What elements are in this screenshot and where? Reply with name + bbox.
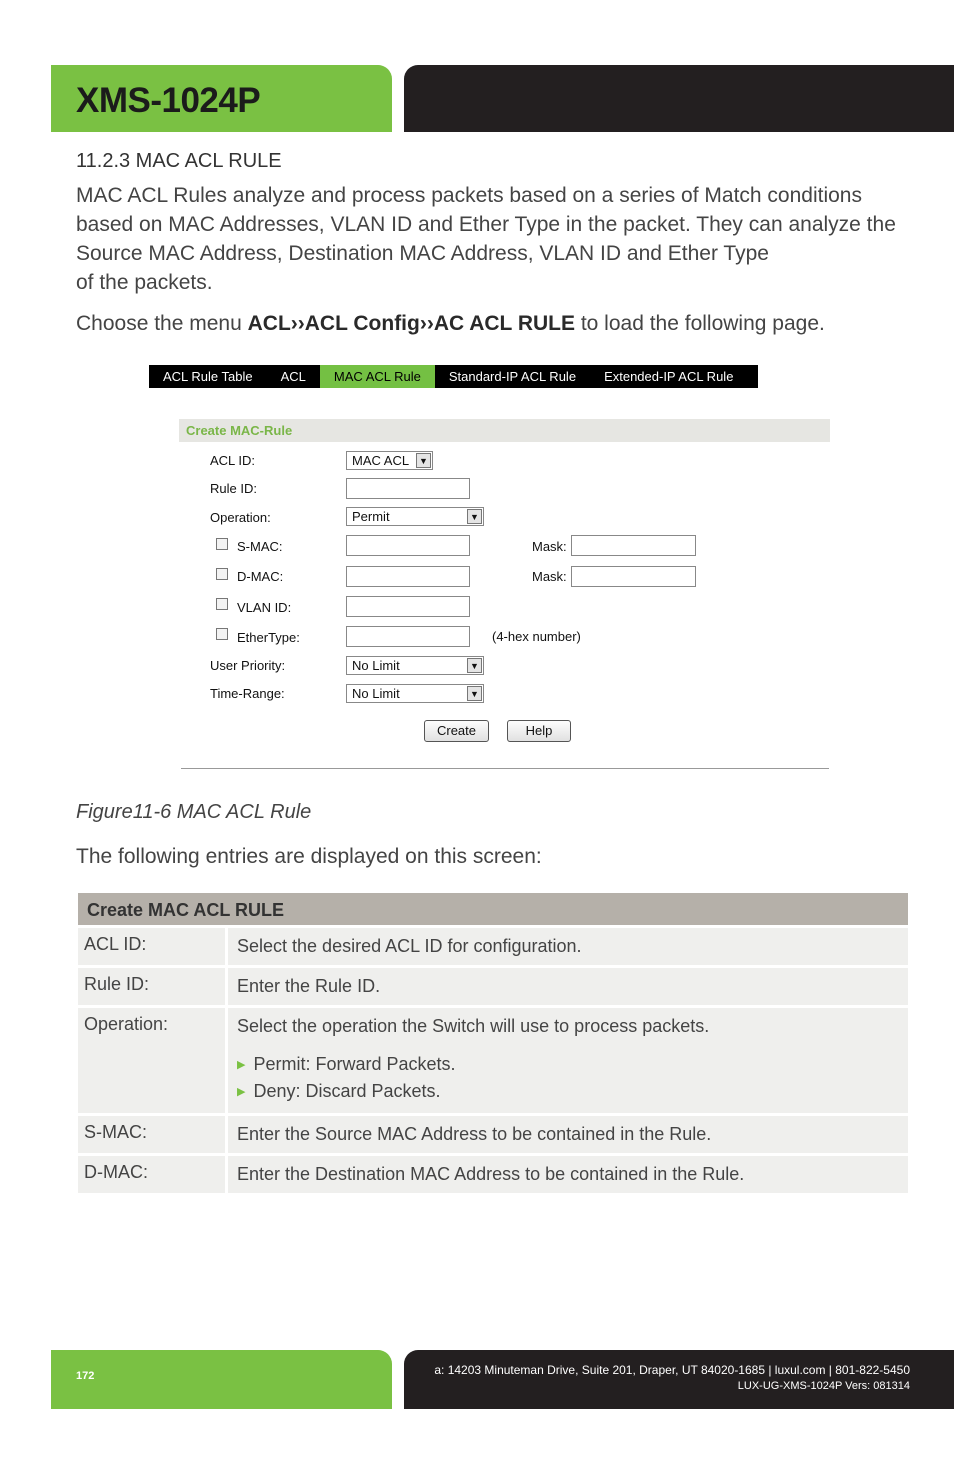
field-name: ACL ID: [78, 928, 225, 965]
user-priority-value: No Limit [352, 658, 400, 673]
product-title: XMS-1024P [76, 81, 261, 120]
acl-tab-bar [149, 365, 758, 388]
smac-checkbox[interactable] [216, 538, 228, 550]
field-description: Enter the Source MAC Address to be contained in the Rule. [228, 1116, 908, 1153]
field-description: Select the desired ACL ID for configuration. [228, 928, 908, 965]
footer-doc-id: LUX-UG-XMS-1024P Vers: 081314 [737, 1380, 910, 1392]
bullet-triangle-icon: ▶ [237, 1059, 246, 1071]
time-range-select[interactable] [346, 684, 484, 703]
field-description: Select the operation the Switch will use to process packets. [237, 1016, 710, 1036]
ethertype-label: EtherType: [237, 630, 300, 645]
dmac-mask-label: Mask: [532, 569, 567, 584]
page-number: 172 [76, 1370, 95, 1382]
tab-acl-rule-table[interactable]: ACL Rule Table [163, 369, 253, 384]
table-header: Create MAC ACL RULE [78, 893, 908, 925]
menu-path: ACL››ACL Config››AC ACL RULE [247, 312, 575, 335]
table-row [78, 1008, 908, 1113]
section-heading: 11.2.3 MAC ACL RULE [76, 150, 282, 172]
field-name: S-MAC: [78, 1116, 225, 1153]
intro-line: based on MAC Addresses, VLAN ID and Ether Type in the packet. They can analyze the [76, 213, 896, 236]
acl-id-select[interactable] [346, 451, 433, 470]
intro-line: of the packets. [76, 271, 213, 294]
figure-divider [181, 768, 829, 769]
dmac-input[interactable] [346, 566, 470, 587]
bullet-list [237, 1051, 899, 1105]
bullet-text: Permit: Forward Packets. [253, 1054, 456, 1074]
rule-id-label: Rule ID: [210, 481, 257, 496]
acl-id-value: MAC ACL [352, 453, 410, 468]
table-row [78, 1116, 908, 1153]
dropdown-arrow-icon: ▼ [467, 686, 482, 701]
field-name: Rule ID: [78, 968, 225, 1005]
dmac-label: D-MAC: [237, 569, 284, 584]
smac-mask-input[interactable] [571, 535, 696, 556]
bullet-text: Deny: Discard Packets. [253, 1081, 441, 1101]
field-description: Enter the Rule ID. [228, 968, 908, 1005]
field-description: Enter the Destination MAC Address to be contained in the Rule. [228, 1156, 908, 1193]
smac-label: S-MAC: [237, 539, 283, 554]
menu-instruction-suffix: to load the following page. [575, 312, 825, 335]
figure-caption: Figure11-6 MAC ACL Rule [76, 801, 312, 823]
smac-mask-label: Mask: [532, 539, 567, 554]
tab-standard-ip-acl-rule[interactable]: Standard-IP ACL Rule [448, 369, 577, 384]
dmac-mask-input[interactable] [571, 566, 696, 587]
dropdown-arrow-icon: ▼ [467, 658, 482, 673]
vlan-input[interactable] [346, 596, 470, 617]
operation-label: Operation: [210, 510, 271, 525]
dmac-checkbox[interactable] [216, 568, 228, 580]
help-button[interactable]: Help [507, 720, 571, 742]
time-range-value: No Limit [352, 686, 400, 701]
operation-value: Permit [352, 509, 390, 524]
intro-paragraph [76, 181, 906, 297]
description-table [78, 893, 908, 1193]
rule-id-input[interactable] [346, 478, 470, 499]
field-description-cell [228, 1008, 908, 1113]
user-priority-select[interactable] [346, 656, 484, 675]
intro-line: MAC ACL Rules analyze and process packets based on a series of Match conditions [76, 184, 862, 207]
header-title-bar [51, 65, 392, 132]
table-row [78, 968, 908, 1005]
form-title-bar [179, 419, 830, 442]
bullet-item [237, 1078, 899, 1105]
vlan-checkbox[interactable] [216, 598, 228, 610]
footer-page-bar [51, 1350, 392, 1409]
menu-instruction [76, 312, 825, 336]
ethertype-input[interactable] [346, 626, 470, 647]
form-title: Create MAC-Rule [186, 423, 293, 438]
create-button[interactable]: Create [424, 720, 489, 742]
entries-intro: The following entries are displayed on this screen: [76, 845, 542, 868]
ethertype-checkbox[interactable] [216, 628, 228, 640]
tab-acl[interactable]: ACL [280, 369, 306, 384]
vlan-label: VLAN ID: [237, 600, 292, 615]
footer-info-bar [404, 1350, 954, 1409]
dropdown-arrow-icon: ▼ [416, 453, 431, 468]
smac-input[interactable] [346, 535, 470, 556]
intro-line: Source MAC Address, Destination MAC Address, VLAN ID and Ether Type [76, 242, 769, 265]
user-priority-label: User Priority: [210, 658, 286, 673]
field-name: Operation: [78, 1008, 225, 1113]
tab-mac-acl-rule[interactable]: MAC ACL Rule [320, 365, 435, 388]
tab-extended-ip-acl-rule[interactable]: Extended-IP ACL Rule [604, 369, 734, 384]
dropdown-arrow-icon: ▼ [467, 509, 482, 524]
menu-instruction-prefix: Choose the menu [76, 312, 248, 335]
footer-address: a: 14203 Minuteman Drive, Suite 201, Draper, UT 84020-1685 | luxul.com | 801-822-5450 [434, 1363, 910, 1377]
field-name: D-MAC: [78, 1156, 225, 1193]
hex-hint: (4-hex number) [492, 629, 581, 644]
acl-id-label: ACL ID: [210, 453, 256, 468]
bullet-triangle-icon: ▶ [237, 1086, 246, 1098]
time-range-label: Time-Range: [210, 686, 285, 701]
operation-select[interactable] [346, 507, 484, 526]
header-dark-bar [404, 65, 954, 132]
table-row [78, 928, 908, 965]
bullet-item [237, 1051, 899, 1078]
table-row [78, 1156, 908, 1193]
